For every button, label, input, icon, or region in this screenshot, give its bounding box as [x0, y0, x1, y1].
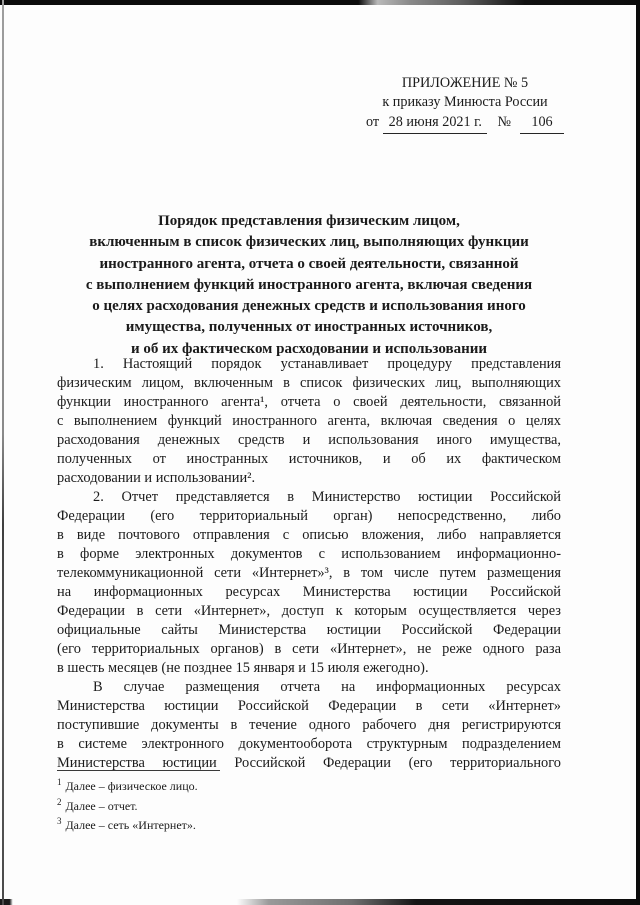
- footnote-3: [57, 814, 561, 834]
- document-title: [57, 211, 561, 360]
- text-line: функции иностранного агента¹, отчета о своей деятельности, связанной: [57, 394, 561, 410]
- text-line: с выполнением функций иностранного агента, включая сведения: [85, 276, 533, 293]
- text-line: Федерации (его территориальный орган) непосредственно, либо: [57, 508, 561, 524]
- text-line: 1. Настоящий порядок устанавливает процедуру представления: [93, 356, 561, 372]
- scan-edge-left: [2, 0, 4, 905]
- order-date-number-row: [366, 113, 564, 134]
- text-line: и об их фактическом расходовании и использовании: [130, 340, 488, 357]
- footnotes-section: [57, 770, 561, 834]
- footnote-separator: [57, 770, 220, 771]
- text-line: Порядок представления физическим лицом,: [158, 213, 460, 229]
- text-line: поступившие документы в течение одного рабочего дня регистрируются: [57, 717, 561, 733]
- text-line: Федерации в сети «Интернет», доступ к которым осуществляется через: [57, 603, 561, 619]
- footnote-2-marker: 2: [57, 796, 62, 807]
- text-line: включенным в список физических лиц, выполняющих функции: [89, 234, 529, 251]
- text-line: расходовании и использовании².: [57, 470, 256, 486]
- text-line: 2. Отчет представляется в Министерство юстиции Российской: [93, 489, 561, 505]
- footnote-2: [57, 795, 561, 815]
- footnote-3-text: Далее – сеть «Интернет».: [65, 818, 196, 833]
- text-line: Министерства юстиции Российской Федерации (его территориального: [57, 755, 561, 771]
- paragraph-1: [57, 355, 561, 488]
- text-line: о целях расходования денежных средств и использования иного: [92, 298, 526, 315]
- paragraph-2: [57, 488, 561, 678]
- text-line: физическим лицом, включенным в список физических лиц, выполняющих: [57, 375, 561, 391]
- text-line: в шесть месяцев (не позднее 15 января и 15 июля ежегодно).: [57, 660, 429, 676]
- order-reference-label: к приказу Минюста России: [382, 94, 548, 110]
- text-line: в системе электронного документооборота структурным подразделением: [57, 736, 561, 752]
- appendix-number-label: ПРИЛОЖЕНИЕ № 5: [401, 75, 529, 91]
- text-line: в виде почтового отправления с описью вложения, либо направляется: [57, 527, 561, 543]
- scan-edge-bottom: [0, 899, 640, 905]
- date-prefix-label: от: [366, 114, 380, 130]
- text-line: телекоммуникационной сети «Интернет»³, в том числе путем размещения: [57, 565, 561, 581]
- document-body: [57, 355, 561, 773]
- number-sign-label: №: [497, 114, 511, 130]
- footnote-1-marker: 1: [57, 777, 62, 787]
- scan-edge-top: [0, 0, 640, 5]
- text-line: в форме электронных документов с использованием информационно-: [57, 546, 561, 562]
- text-line: с выполнением функций иностранного агента, включая сведения о целях: [57, 413, 561, 429]
- paragraph-3: [57, 678, 561, 773]
- text-line: (его территориальных органов) в сети «Интернет», не реже одного раза: [57, 641, 561, 657]
- text-line: Министерства юстиции Российской Федерации в сети «Интернет»: [57, 698, 561, 714]
- text-line: официальные сайты Министерства юстиции Российской Федерации: [57, 622, 561, 638]
- text-line: расходования денежных средств и использования иного имущества,: [57, 432, 561, 448]
- footnote-3-marker: 3: [57, 816, 62, 827]
- text-line: имущества, полученных от иностранных источников,: [125, 319, 493, 336]
- footnote-2-text: Далее – отчет.: [65, 798, 138, 813]
- text-line: на информационных ресурсах Министерства юстиции Российской: [57, 584, 561, 600]
- text-line: иностранного агента, отчета о своей деятельности, связанной: [99, 255, 519, 272]
- order-number-field: 106: [520, 113, 564, 134]
- order-date-field: 28 июня 2021 г.: [383, 113, 487, 134]
- footnote-1-text: Далее – физическое лицо.: [65, 779, 198, 793]
- footnote-1: [57, 775, 561, 795]
- appendix-header: [366, 74, 564, 134]
- text-line: полученных от иностранных источников, и об их фактическом: [57, 451, 561, 467]
- text-line: В случае размещения отчета на информационных ресурсах: [93, 679, 561, 695]
- scan-edge-right: [636, 0, 640, 905]
